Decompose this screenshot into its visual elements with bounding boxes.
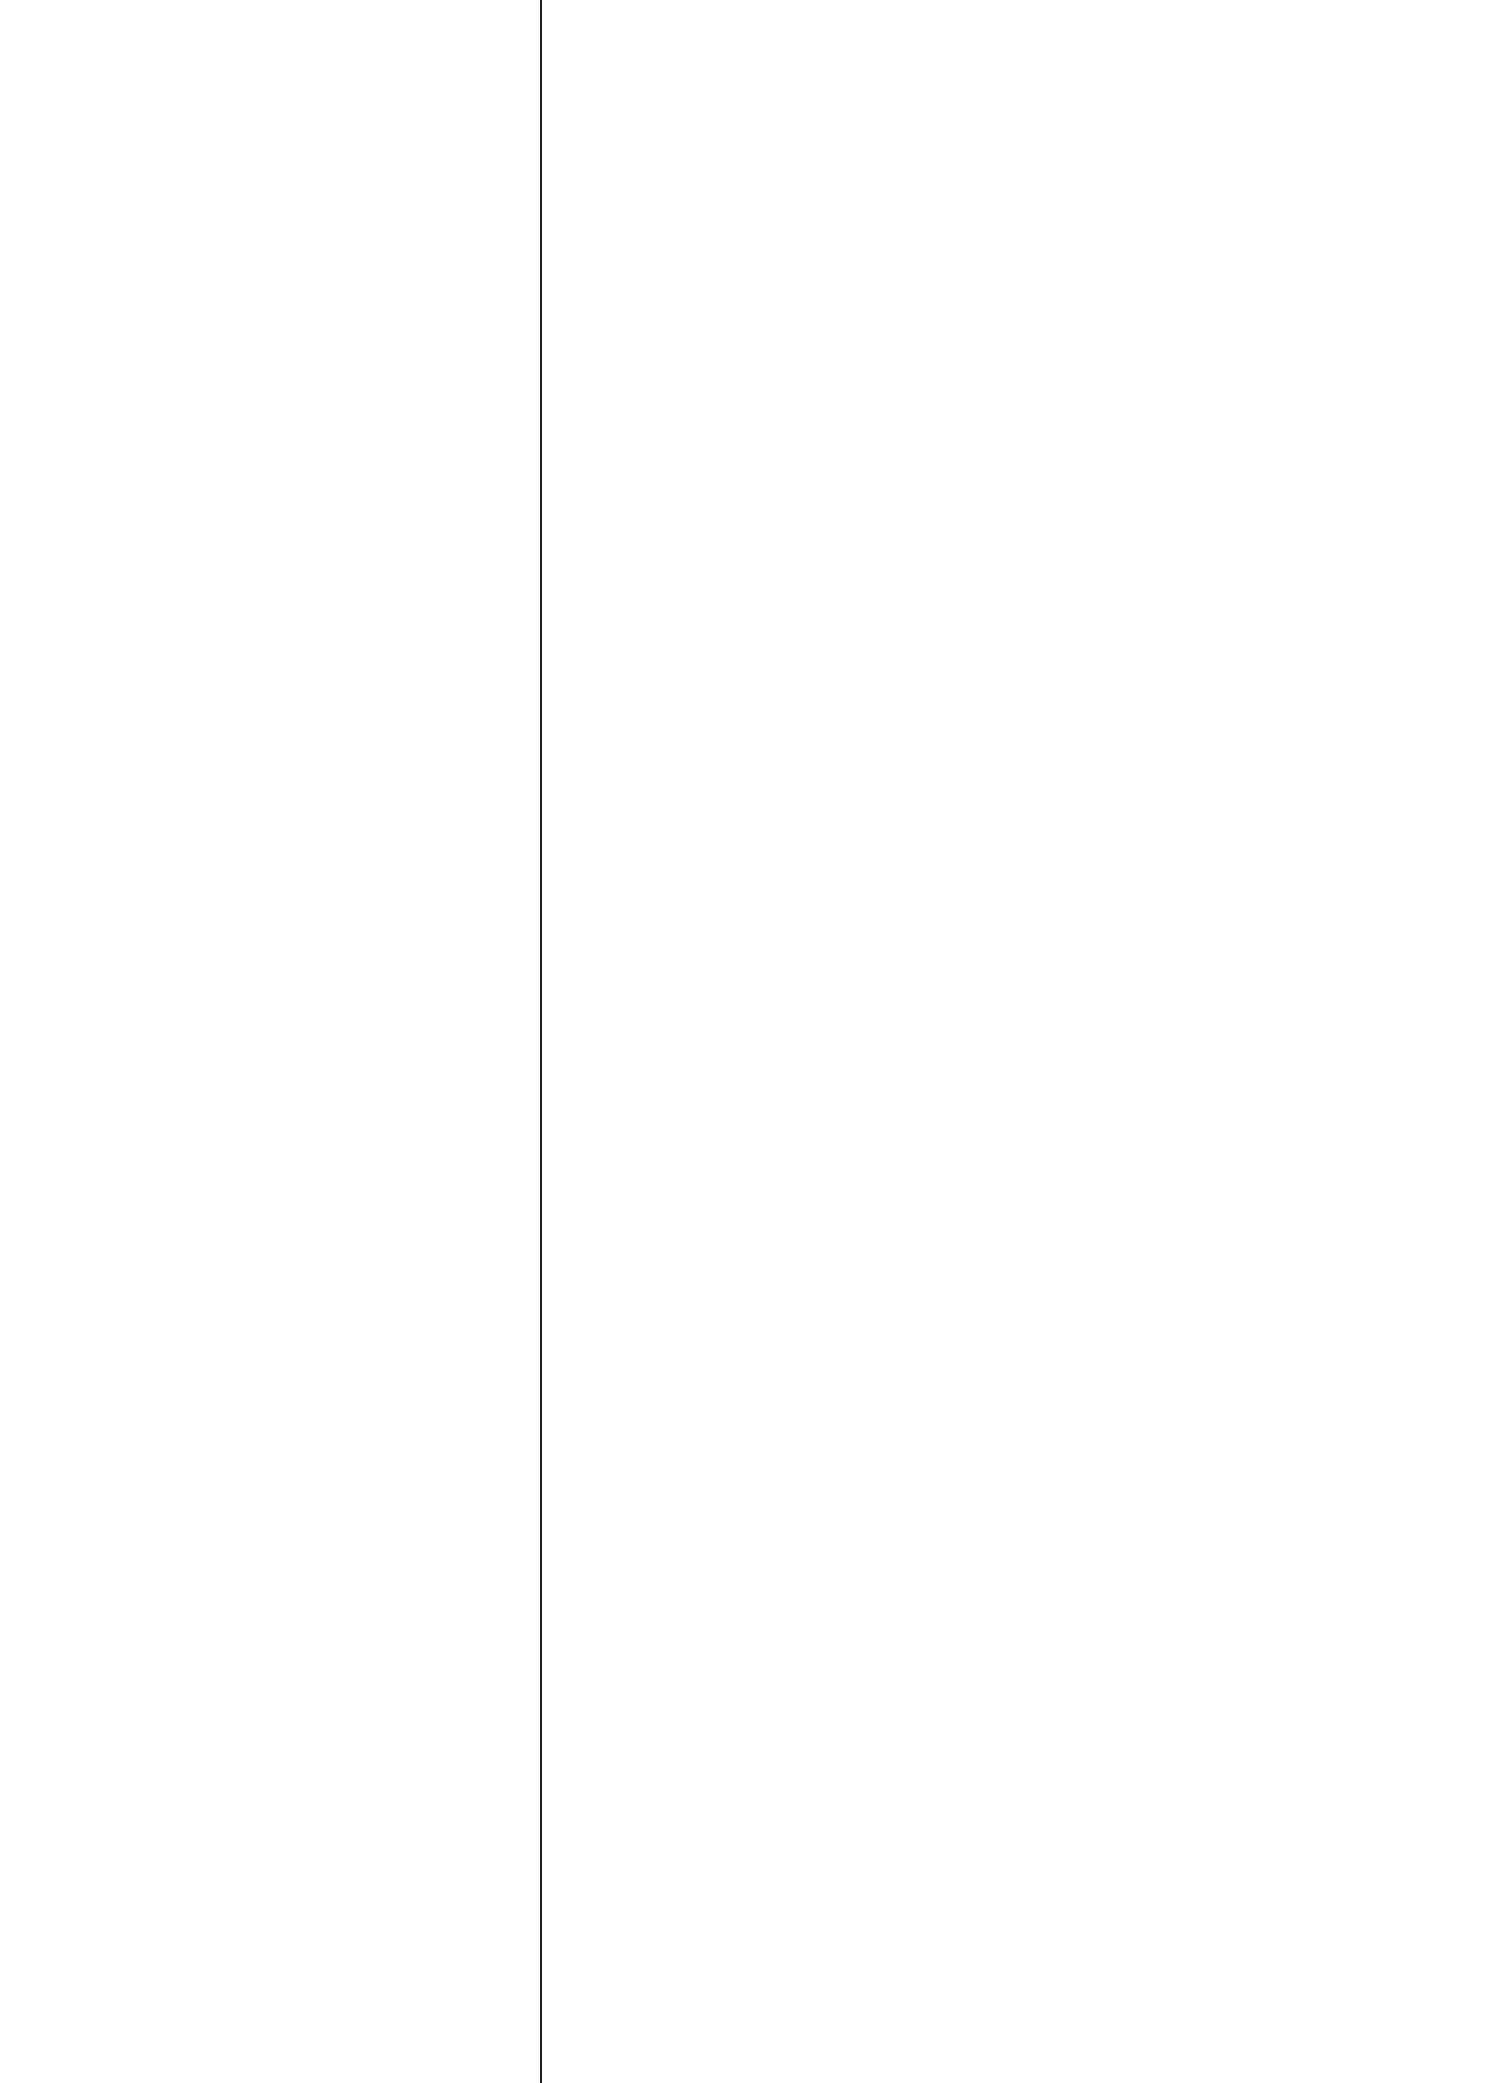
column-divider [540, 0, 542, 2083]
